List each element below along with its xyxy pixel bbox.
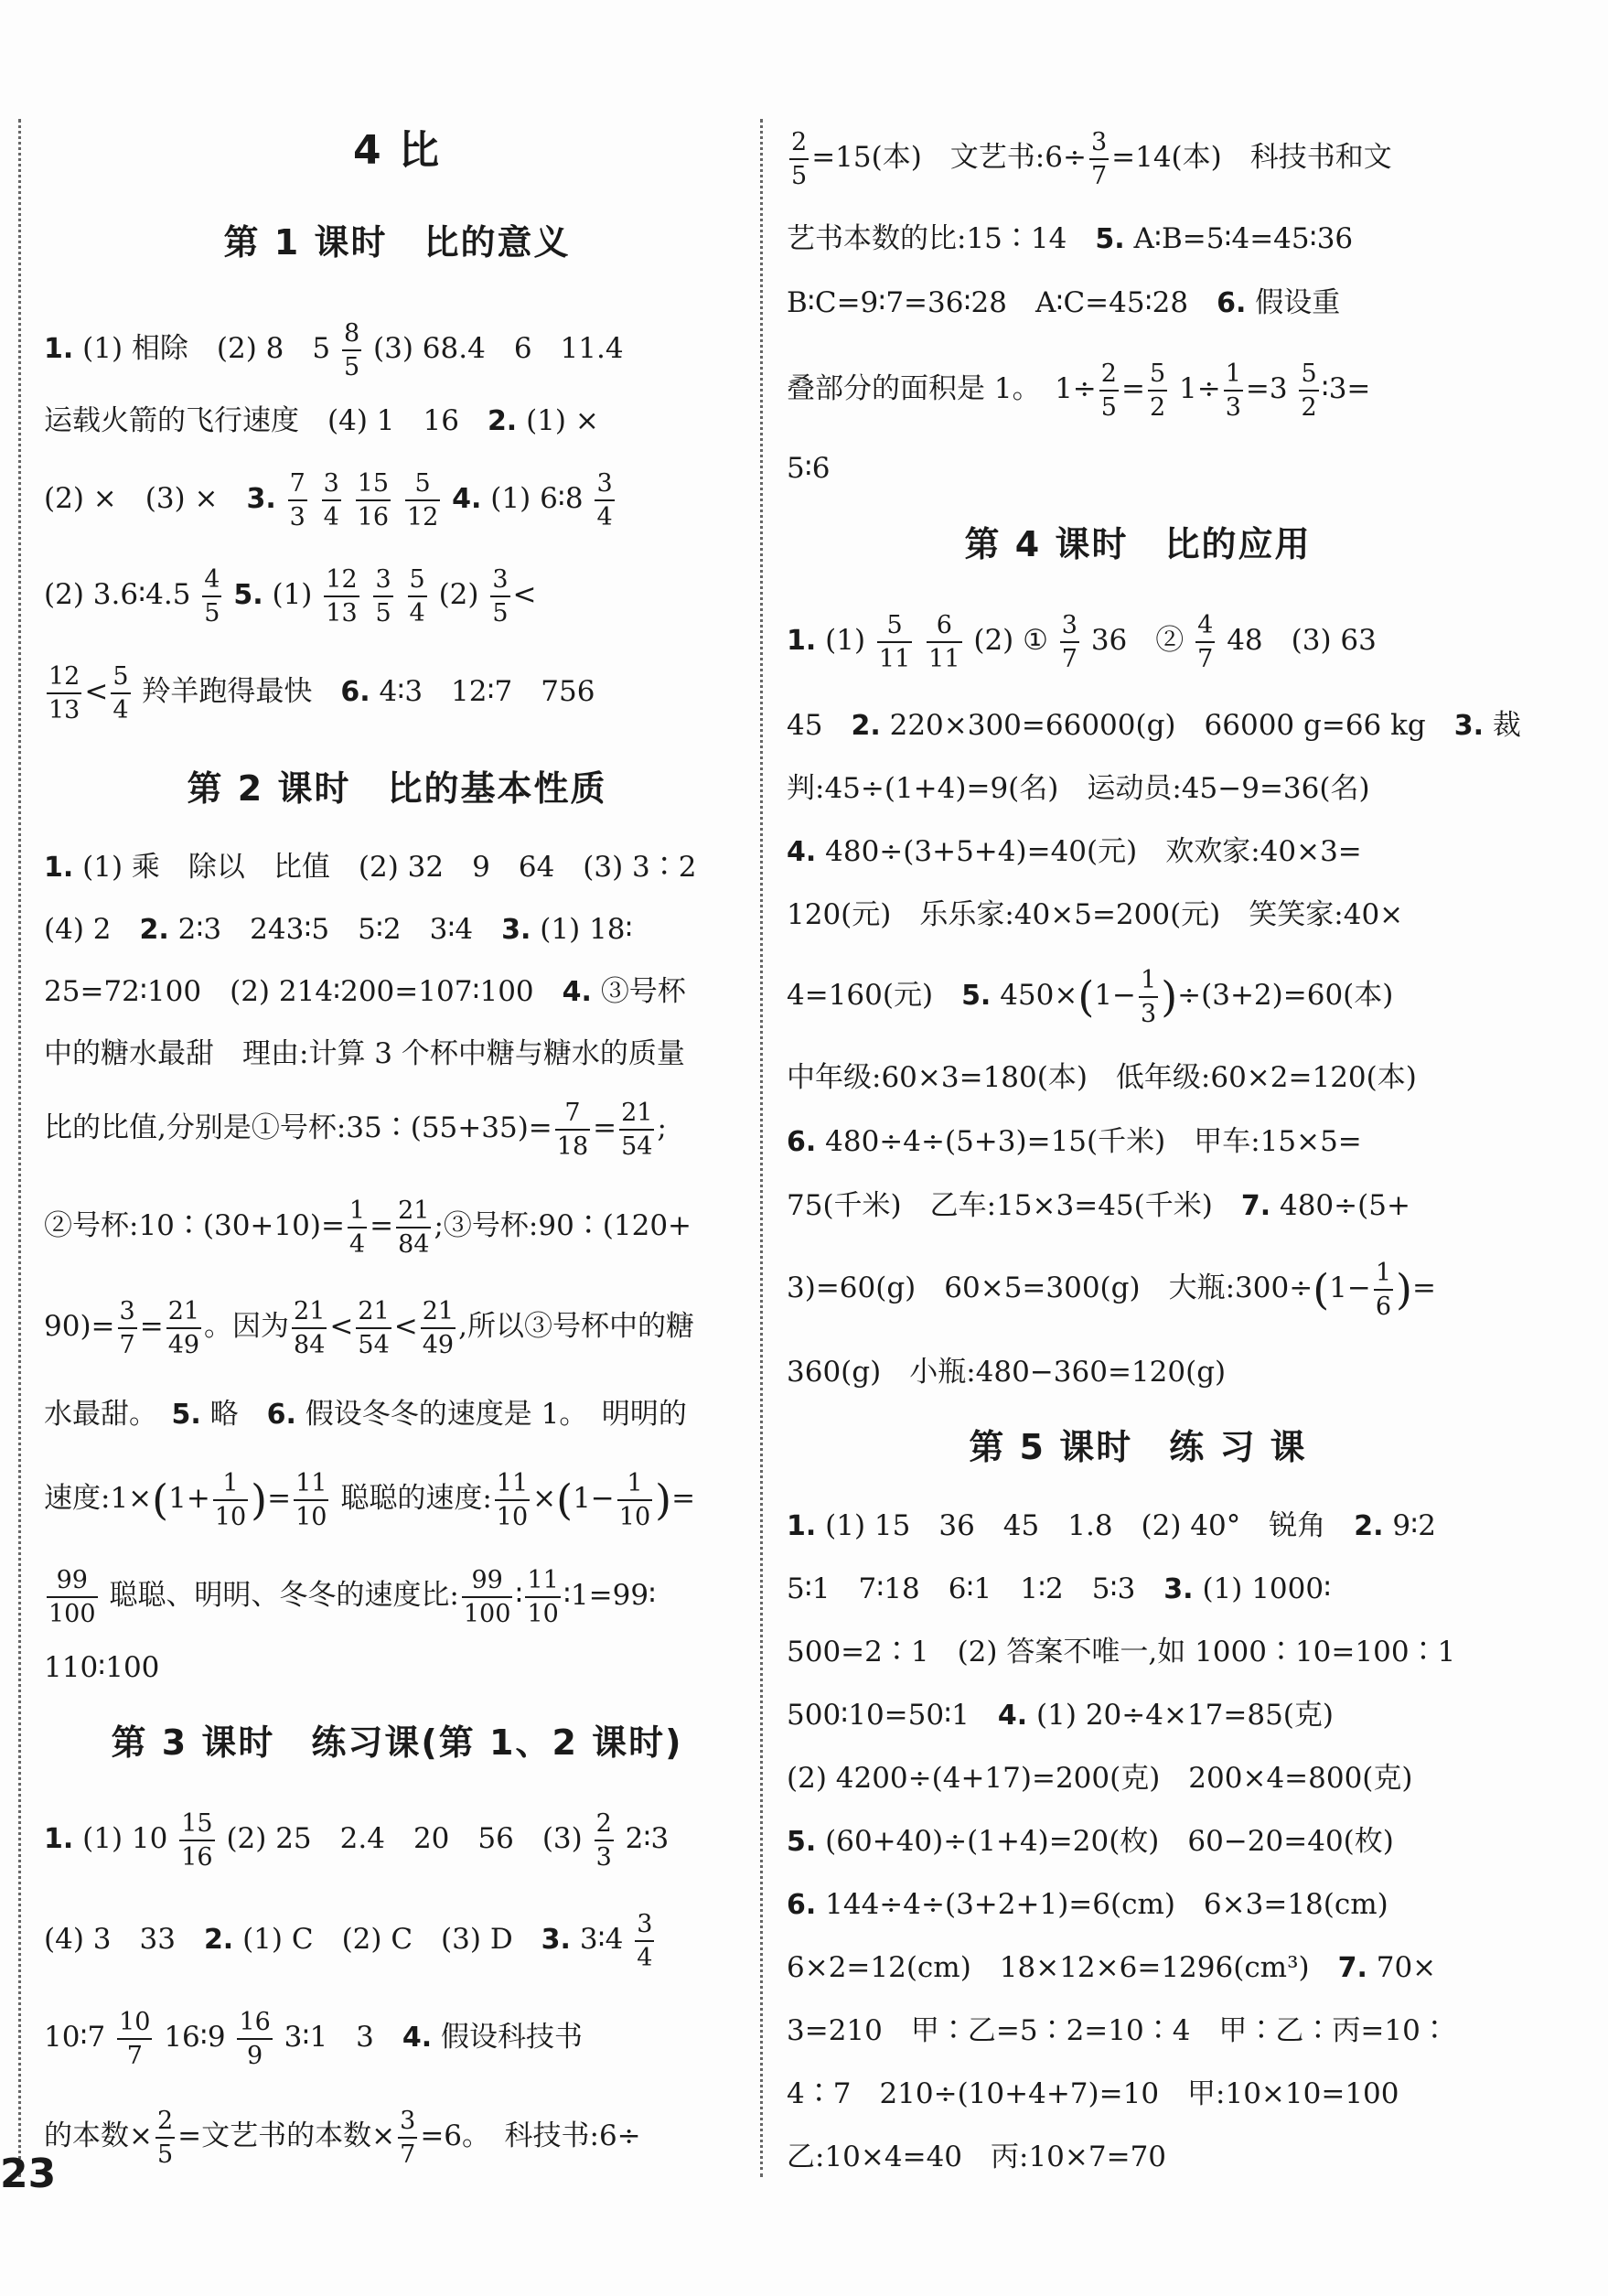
fraction: $\frac{2}{5}$ <box>791 127 808 190</box>
column-divider <box>760 119 763 2177</box>
fraction: $\frac{21}{84}$ <box>398 1196 430 1259</box>
fraction: $\frac{21}{54}$ <box>621 1098 653 1161</box>
answer-line: 500∶10=50∶1 4. (1) 20÷4×17=85(克) <box>787 1699 1334 1732</box>
answer-line: 比的比值,分别是①号杯:35∶(55+35)= $\frac{7}{18}$ = $\frac{21}{54}$ ; <box>44 1098 667 1161</box>
answer-line: $\frac{99}{100}$ 聪聪、明明、冬冬的速度比: $\frac{99}{100}$ ∶ $\frac{11}{10}$ ∶1=99∶ <box>48 1565 657 1628</box>
fraction: $\frac{15}{16}$ <box>357 468 390 531</box>
fraction: $\frac{11}{10}$ <box>496 1468 529 1531</box>
fraction: $\frac{2}{3}$ <box>595 1808 612 1872</box>
answer-line: 75(千米) 乙车:15×3=45(千米) 7. 480÷(5+ <box>787 1189 1410 1222</box>
answer-line: 3)=60(g) 60×5=300(g) 大瓶:300÷(1− $\frac{1}{6}$ )= <box>787 1258 1436 1321</box>
fraction: $\frac{11}{10}$ <box>527 1565 559 1628</box>
answer-line: 6. 480÷4÷(5+3)=15(千米) 甲车:15×5= <box>787 1125 1362 1158</box>
fraction: $\frac{3}{5}$ <box>375 564 391 628</box>
answer-line: (4) 2 2. 2∶3 243∶5 5∶2 3∶4 3. (1) 18∶ <box>44 913 633 946</box>
lesson-5-title: 第 5 课时 练 习 课 <box>969 1427 1307 1467</box>
answer-line: 的本数× $\frac{2}{5}$ =文艺书的本数× $\frac{3}{7}$ =6。 科技书:6÷ <box>44 2106 641 2169</box>
answer-line: 中的糖水最甜 理由:计算 3 个杯中糖与糖水的质量 <box>44 1037 685 1070</box>
fraction: $\frac{2}{5}$ <box>1100 359 1117 422</box>
fraction: $\frac{4}{7}$ <box>1197 610 1214 673</box>
answer-line: 360(g) 小瓶:480−360=120(g) <box>787 1356 1227 1389</box>
fraction: $\frac{21}{84}$ <box>294 1296 326 1359</box>
answer-line: 10∶7 $\frac{10}{7}$ 16∶9 $\frac{16}{9}$ 3∶1 3 4. 假设科技书 <box>44 2007 584 2070</box>
answer-line: 速度:1×(1+ $\frac{1}{10}$ )= $\frac{11}{10}$ 聪聪的速度: $\frac{11}{10}$ ×(1− $\frac{1}{10}$ )= <box>44 1468 696 1531</box>
answer-line: 110∶100 <box>44 1651 160 1684</box>
answer-line: ②号杯:10∶(30+10)= $\frac{1}{4}$ = $\frac{21}{84}$ ;③号杯:90∶(120+ <box>44 1196 692 1259</box>
answer-line: 1. (1) 10 $\frac{15}{16}$ (2) 25 2.4 20 56 (3) $\frac{2}{3}$ 2∶3 <box>44 1808 670 1872</box>
answer-line: 水最甜。 5. 略 6. 假设冬冬的速度是 1。 明明的 <box>44 1398 687 1431</box>
answer-line: 120(元) 乐乐家:40×5=200(元) 笑笑家:40× <box>787 898 1404 931</box>
answer-line: 6×2=12(cm) 18×12×6=1296(cm³) 7. 70× <box>787 1951 1437 1984</box>
answer-line: 1. (1) 乘 除以 比值 (2) 32 9 64 (3) 3∶2 <box>44 851 697 884</box>
answer-line: B∶C=9∶7=36∶28 A∶C=45∶28 6. 假设重 <box>787 286 1341 319</box>
answer-line: 25=72∶100 (2) 214∶200=107∶100 4. ③号杯 <box>44 975 686 1008</box>
fraction: $\frac{4}{5}$ <box>204 564 220 628</box>
fraction: $\frac{5}{2}$ <box>1301 359 1317 422</box>
answer-line: 45 2. 220×300=66000(g) 66000 g=66 kg 3. 裁 <box>787 709 1521 742</box>
binding-dotted-line <box>18 119 21 2177</box>
page-number: 23 <box>0 2151 57 2197</box>
answer-line: (2) 3.6∶4.5 $\frac{4}{5}$ 5. (1) $\frac{12}{13}$ $\frac{3}{5}$ $\frac{5}{4}$ (2) $\frac{3}{5}$ < <box>44 564 537 628</box>
lesson-1-title: 第 1 课时 比的意义 <box>223 222 571 263</box>
fraction: $\frac{8}{5}$ <box>343 318 360 381</box>
answer-line: 1. (1) 15 36 45 1.8 (2) 40° 锐角 2. 9∶2 <box>787 1509 1436 1542</box>
fraction: $\frac{3}{4}$ <box>596 468 613 531</box>
fraction: $\frac{99}{100}$ <box>463 1565 511 1628</box>
answer-line: 5∶6 <box>787 452 831 485</box>
answer-line: 500=2∶1 (2) 答案不唯一,如 1000∶10=100∶1 <box>787 1636 1456 1668</box>
answer-line: 1. (1) $\frac{5}{11}$ $\frac{6}{11}$ (2) ① $\frac{3}{7}$ 36 ② $\frac{4}{7}$ 48 (3) 63 <box>787 610 1377 673</box>
answer-line: 叠部分的面积是 1。 1÷ $\frac{2}{5}$ = $\frac{5}{2}$ 1÷ $\frac{1}{3}$ =3 $\frac{5}{2}$ ∶3= <box>787 359 1371 422</box>
fraction: $\frac{3}{4}$ <box>637 1909 653 1972</box>
fraction: $\frac{11}{10}$ <box>295 1468 327 1531</box>
answer-line: $\frac{2}{5}$ =15(本) 文艺书:6÷ $\frac{3}{7}$ =14(本) 科技书和文 <box>791 127 1392 190</box>
fraction: $\frac{5}{2}$ <box>1149 359 1166 422</box>
fraction: $\frac{2}{5}$ <box>156 2106 174 2169</box>
answer-line: 运载火箭的飞行速度 (4) 1 16 2. (1) × <box>44 404 599 437</box>
fraction: $\frac{5}{11}$ <box>878 610 911 673</box>
fraction: $\frac{10}{7}$ <box>119 2007 151 2070</box>
fraction: $\frac{1}{4}$ <box>348 1196 366 1259</box>
fraction: $\frac{5}{12}$ <box>406 468 439 531</box>
answer-line: 5∶1 7∶18 6∶1 1∶2 5∶3 3. (1) 1000∶ <box>787 1572 1332 1605</box>
answer-line: 90)= $\frac{3}{7}$ = $\frac{21}{49}$ 。因为 $\frac{21}{84}$ < $\frac{21}{54}$ < $\frac{21}{49}$ ,所以③号杯中的糖 <box>44 1296 694 1359</box>
answer-line: 1. (1) 相除 (2) 8 5 $\frac{8}{5}$ (3) 68.4 6 11.4 <box>44 318 624 381</box>
answer-line: 乙:10×4=40 丙:10×7=70 <box>787 2140 1167 2173</box>
fraction: $\frac{7}{3}$ <box>289 468 306 531</box>
answer-line: 4. 480÷(3+5+4)=40(元) 欢欢家:40×3= <box>787 835 1362 868</box>
fraction: $\frac{3}{5}$ <box>492 564 509 628</box>
fraction: $\frac{1}{10}$ <box>214 1468 247 1531</box>
fraction: $\frac{3}{4}$ <box>323 468 339 531</box>
fraction: $\frac{6}{11}$ <box>928 610 960 673</box>
fraction: $\frac{3}{7}$ <box>1090 127 1108 190</box>
fraction: $\frac{15}{16}$ <box>181 1808 213 1872</box>
fraction: $\frac{3}{7}$ <box>119 1296 135 1359</box>
fraction: $\frac{1}{10}$ <box>618 1468 651 1531</box>
fraction: $\frac{1}{3}$ <box>1141 965 1157 1028</box>
fraction: $\frac{7}{18}$ <box>556 1098 589 1161</box>
answer-line: (4) 3 33 2. (1) C (2) C (3) D 3. 3∶4 $\frac{3}{4}$ <box>44 1909 653 1972</box>
answer-line: 判:45÷(1+4)=9(名) 运动员:45−9=36(名) <box>787 772 1370 805</box>
fraction: $\frac{5}{4}$ <box>113 661 129 724</box>
answer-line: 4=160(元) 5. 450×(1− $\frac{1}{3}$ )÷(3+2)=60(本) <box>787 965 1394 1028</box>
fraction: $\frac{16}{9}$ <box>239 2007 271 2070</box>
chapter-title: 4 比 <box>353 127 441 174</box>
fraction: $\frac{3}{7}$ <box>1061 610 1077 673</box>
fraction: $\frac{21}{49}$ <box>422 1296 455 1359</box>
fraction: $\frac{5}{4}$ <box>409 564 425 628</box>
fraction: $\frac{1}{3}$ <box>1225 359 1241 422</box>
fraction: $\frac{12}{13}$ <box>48 661 80 724</box>
answer-line: 艺书本数的比:15∶14 5. A∶B=5∶4=45∶36 <box>787 222 1354 255</box>
fraction: $\frac{1}{6}$ <box>1375 1258 1392 1321</box>
fraction: $\frac{12}{13}$ <box>326 564 358 628</box>
answer-line: 3=210 甲∶乙=5∶2=10∶4 甲∶乙∶丙=10∶ <box>787 2014 1449 2047</box>
lesson-3-title: 第 3 课时 练习课(第 1、2 课时) <box>111 1722 683 1763</box>
answer-line: (2) 4200÷(4+17)=200(克) 200×4=800(克) <box>787 1762 1413 1795</box>
answer-line: 4∶7 210÷(10+4+7)=10 甲:10×10=100 <box>787 2077 1399 2110</box>
fraction: $\frac{21}{54}$ <box>358 1296 390 1359</box>
answer-line: 中年级:60×3=180(本) 低年级:60×2=120(本) <box>787 1061 1417 1094</box>
answer-line: $\frac{12}{13}$ < $\frac{5}{4}$ 羚羊跑得最快 6. 4∶3 12∶7 756 <box>48 661 595 724</box>
fraction: $\frac{99}{100}$ <box>48 1565 96 1628</box>
answer-line: (2) × (3) × 3. $\frac{7}{3}$ $\frac{3}{4}$ $\frac{15}{16}$ $\frac{5}{12}$ 4. (1) 6∶8 $\frac{3}{4}$ <box>44 468 613 531</box>
fraction: $\frac{21}{49}$ <box>167 1296 200 1359</box>
fraction: $\frac{3}{7}$ <box>400 2106 416 2169</box>
lesson-4-title: 第 4 课时 比的应用 <box>964 524 1312 564</box>
answer-line: 6. 144÷4÷(3+2+1)=6(cm) 6×3=18(cm) <box>787 1888 1388 1921</box>
lesson-2-title: 第 2 课时 比的基本性质 <box>187 768 607 809</box>
answer-line: 5. (60+40)÷(1+4)=20(枚) 60−20=40(枚) <box>787 1825 1394 1858</box>
